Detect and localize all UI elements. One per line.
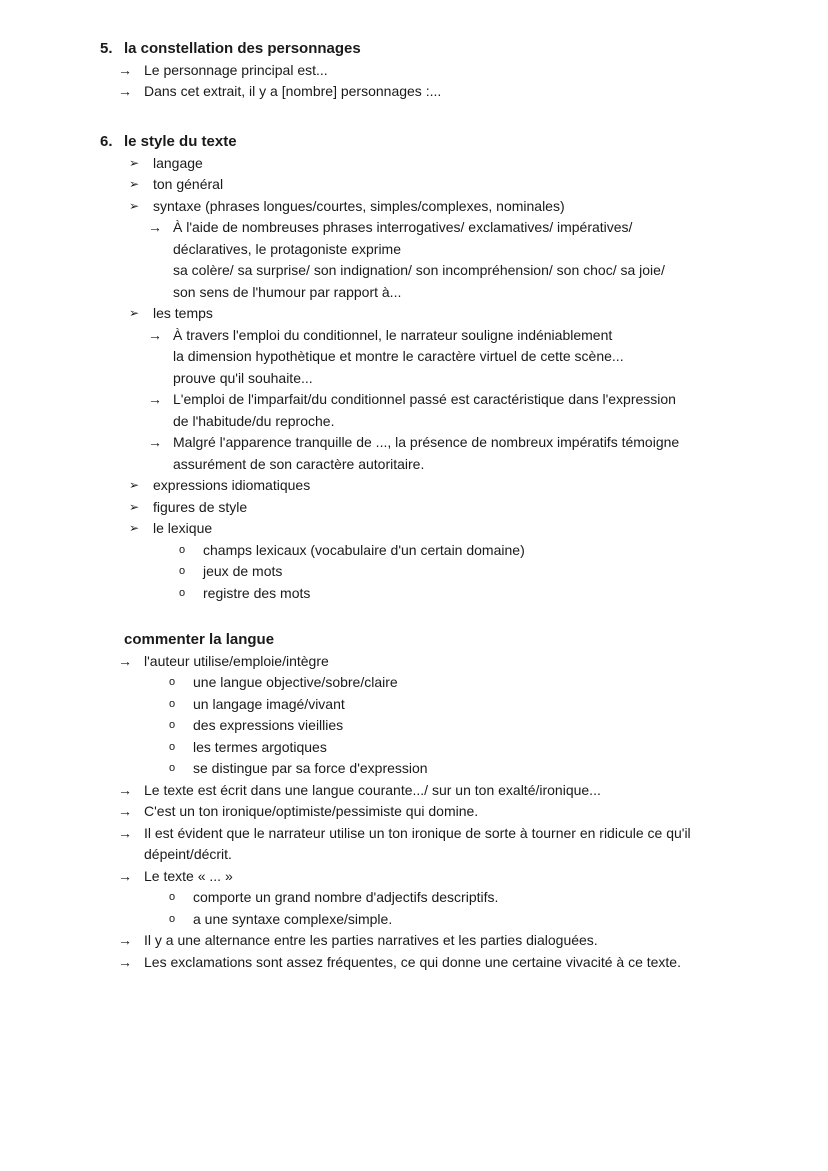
list-item: → Les exclamations sont assez fréquentes, ce qui donne une certaine vivacité à ce texte. (0, 952, 828, 974)
sub-list-item: o une langue objective/sobre/claire (0, 672, 828, 694)
circle-bullet-icon: o (169, 740, 176, 753)
list-item: → C'est un ton ironique/optimiste/pessimiste qui domine. (0, 801, 828, 823)
circle-bullet-icon: o (169, 891, 176, 903)
list-item: → Le personnage principal est... (0, 60, 828, 82)
bullet-arrowhead-icon: ➢ (129, 478, 140, 492)
list-item: → Il est évident que le narrateur utilise un ton ironique de sorte à tourner en ridicule ce qu'il (0, 823, 828, 845)
list-item: ➢ le lexique (0, 518, 828, 540)
circle-bullet-icon: o (169, 697, 176, 710)
arrow-icon: → (118, 867, 132, 884)
arrow-icon: → (118, 652, 132, 669)
bullet-arrowhead-icon: ➢ (129, 177, 140, 191)
section-5-heading (0, 38, 828, 60)
arrow-icon: → (148, 219, 162, 235)
section-commenter-heading (0, 629, 828, 651)
bullet-arrowhead-icon: ➢ (129, 499, 140, 514)
list-item: ➢ figures de style (0, 497, 828, 519)
list-item: → Dans cet extrait, il y a [nombre] personnages :... (0, 81, 828, 103)
bullet-arrowhead-icon: ➢ (129, 306, 140, 320)
sub-list-item: o les termes argotiques (0, 737, 828, 759)
section-5 (0, 38, 828, 103)
sub-list-item: → À l'aide de nombreuses phrases interrogatives/ exclamatives/ impératives/ (0, 217, 828, 239)
arrow-icon: → (118, 824, 132, 841)
arrow-icon: → (118, 803, 132, 819)
list-item: ➢ syntaxe (phrases longues/courtes, simples/complexes, nominales) (0, 196, 828, 218)
section-title: le style du texte (124, 133, 237, 150)
arrow-icon: → (118, 932, 132, 948)
sub-list-item: o comporte un grand nombre d'adjectifs descriptifs. (0, 887, 828, 909)
section-number: 5. (100, 40, 113, 57)
arrow-icon: → (118, 61, 132, 78)
bullet-arrowhead-icon: ➢ (129, 521, 140, 535)
section-6: 6. le style du texte ➢ langage ➢ ton général ➢ syntaxe (phrases longues/courtes, simples/complexes, nominales) → À l'aide de nombreuses phrases interrogatives/ exclamatives/ impératives/ déclaratives, le protagoniste exprime sa colère/ sa surprise/ son indignation/ son incompréhension/ son choc/ sa joie/ son sens de l'humour par rapport à... ➢ les temps → À travers l'emploi du conditionnel, le narrateur souligne indéniablement la dimension hypothètique et montre le caractère virtuel de cette scène... prouve qu'il souhaite... → L'emploi de l'imparfait/du conditionnel passé est caractéristique dans l'expression de l'habitude/du reproche. → Malgré l'apparence tranquille de ..., la présence de nombreux impératifs témoigne assurément de son caractère autoritaire. ➢ expressions idiomatiques ➢ figures de style ➢ le lexique o champs lexicaux (vocabulaire d'un certain domaine) o jeux de mots o registre des mots (0, 131, 828, 604)
arrow-icon: → (118, 83, 132, 99)
bullet-arrowhead-icon: ➢ (129, 198, 140, 213)
circle-bullet-icon: o (179, 565, 186, 577)
list-item: → Le texte est écrit dans une langue courante.../ sur un ton exalté/ironique... (0, 780, 828, 802)
arrow-icon: → (148, 434, 162, 450)
sub-list-item: o un langage imagé/vivant (0, 694, 828, 716)
list-item: ➢ langage (0, 153, 828, 175)
sub-list-item: o des expressions vieillies (0, 715, 828, 737)
list-item: → Le texte « ... » (0, 866, 828, 888)
list-item: → Il y a une alternance entre les parties narratives et les parties dialoguées. (0, 930, 828, 952)
sub-list-item: o champs lexicaux (vocabulaire d'un certain domaine) (0, 540, 828, 562)
circle-bullet-icon: o (179, 586, 186, 599)
circle-bullet-icon: o (169, 719, 176, 731)
section-commenter: commenter la langue → l'auteur utilise/emploie/intègre o une langue objective/sobre/claire o un langage imagé/vivant o des expressions vieillies o les termes argotiques o se distingue par sa force d'expression → Le texte est écrit dans une langue courante.../ sur un ton exalté/ironique... → C'est un ton ironique/optimiste/pessimiste qui domine. → Il est évident que le narrateur utilise un ton ironique de sorte à tourner en ridicule ce qu'il dépeint/décrit. → Le texte « ... » o comporte un grand nombre d'adjectifs descriptifs. o a une syntaxe complexe/simple. → Il y a une alternance entre les parties narratives et les parties dialoguées. → Les exclamations sont assez fréquentes, ce qui donne une certaine vivacité à ce texte. (0, 629, 828, 973)
bullet-arrowhead-icon: ➢ (129, 155, 140, 170)
sub-list-item: → À travers l'emploi du conditionnel, le narrateur souligne indéniablement (0, 325, 828, 347)
arrow-icon: → (148, 391, 162, 407)
arrow-icon: → (118, 953, 132, 970)
list-item: ➢ les temps (0, 303, 828, 325)
list-item: ➢ ton général (0, 174, 828, 196)
list-item: ➢ expressions idiomatiques (0, 475, 828, 497)
circle-bullet-icon: o (169, 762, 176, 774)
circle-bullet-icon: o (169, 676, 176, 688)
sub-list-item: o se distingue par sa force d'expression (0, 758, 828, 780)
section-number: 6. (100, 133, 113, 150)
section-6-heading (0, 131, 828, 153)
circle-bullet-icon: o (169, 912, 176, 925)
sub-list-item: o registre des mots (0, 583, 828, 605)
circle-bullet-icon: o (179, 543, 186, 556)
sub-list-item: → Malgré l'apparence tranquille de ..., la présence de nombreux impératifs témoigne (0, 432, 828, 454)
sub-list-item: → L'emploi de l'imparfait/du conditionnel passé est caractéristique dans l'expression (0, 389, 828, 411)
list-item: → l'auteur utilise/emploie/intègre (0, 651, 828, 673)
section-title: la constellation des personnages (124, 40, 361, 57)
sub-list-item: o jeux de mots (0, 561, 828, 583)
arrow-icon: → (118, 781, 132, 798)
sub-list-item: o a une syntaxe complexe/simple. (0, 909, 828, 931)
section-title: commenter la langue (124, 631, 275, 648)
arrow-icon: → (148, 326, 162, 343)
